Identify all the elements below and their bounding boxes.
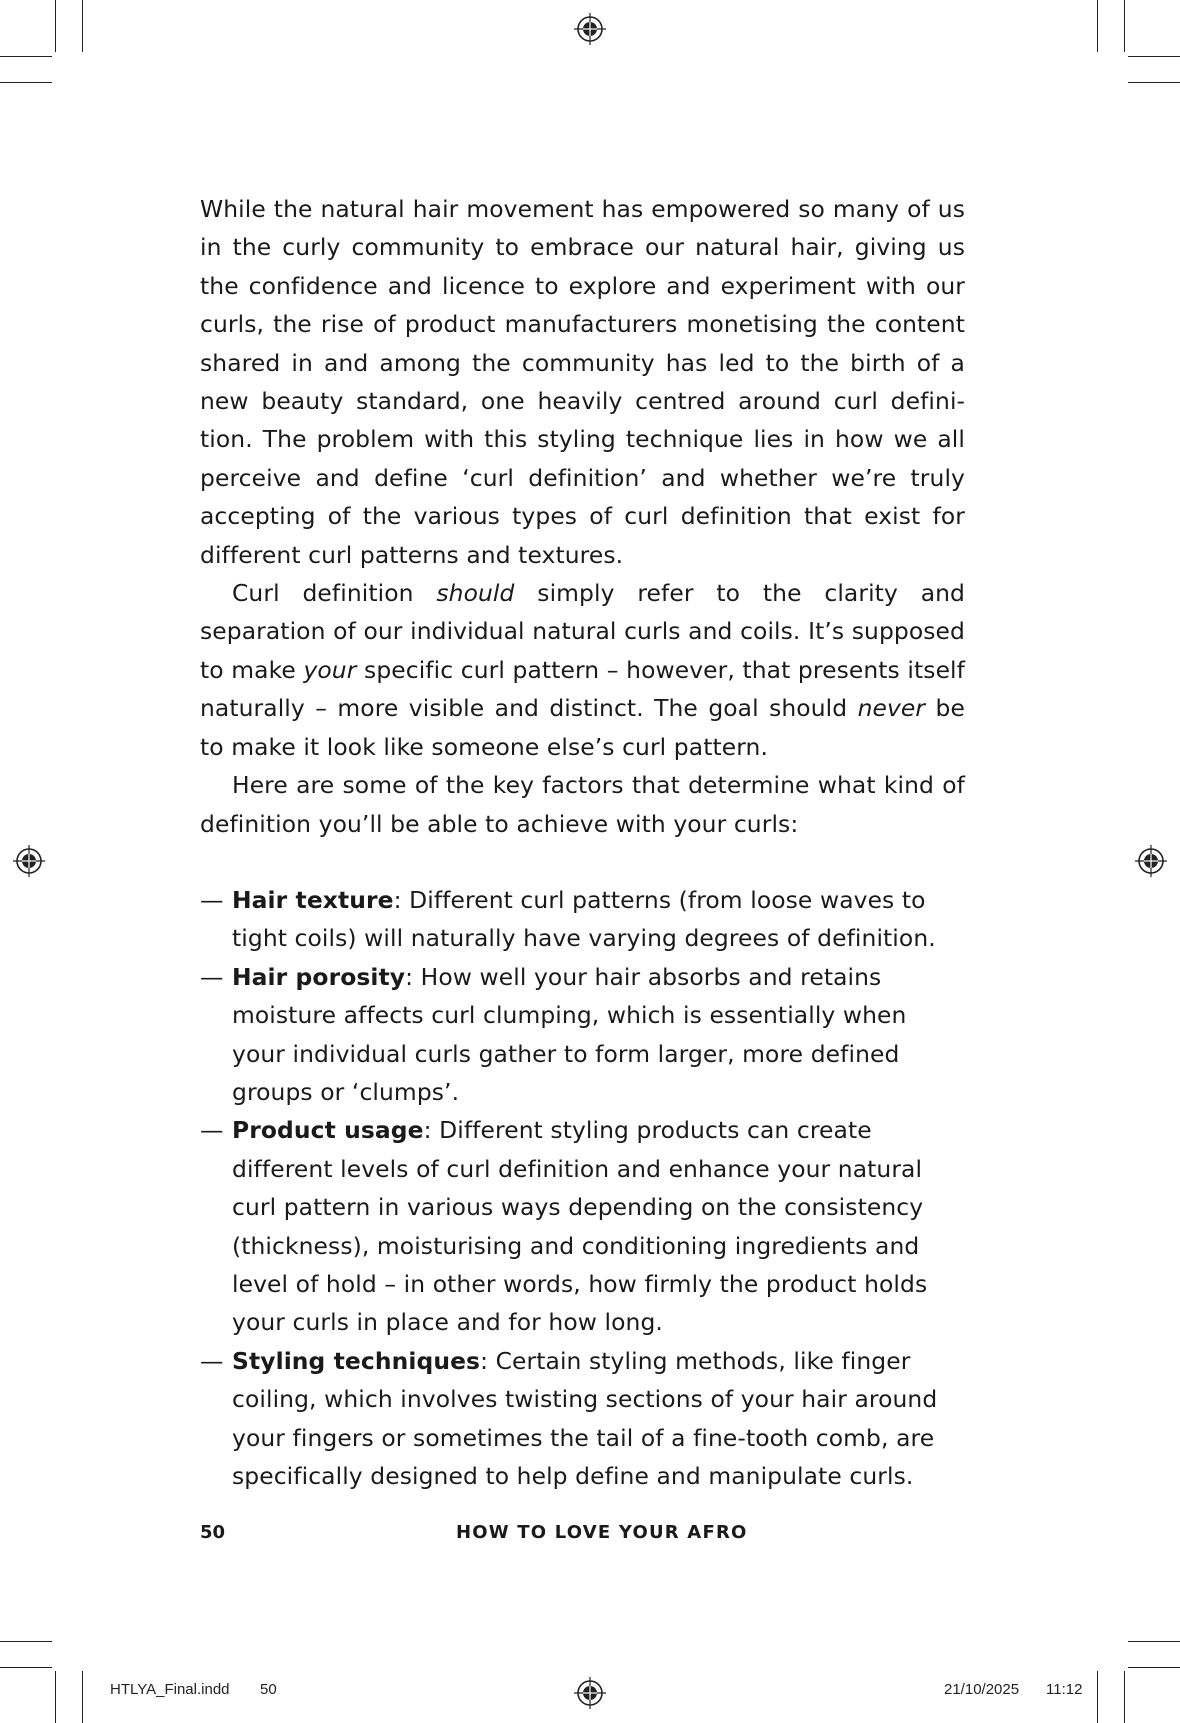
registration-mark-right-icon bbox=[1134, 844, 1168, 878]
list-item bbox=[200, 1342, 965, 1496]
crop-mark-bottom-right-horizontal-inner bbox=[1128, 1641, 1180, 1642]
emphasis-your: your bbox=[303, 655, 357, 684]
crop-mark-top-left-horizontal-outer bbox=[0, 56, 52, 57]
list-item bbox=[200, 881, 965, 958]
list-item bbox=[200, 1111, 965, 1341]
list-item bbox=[200, 958, 965, 1112]
emphasis-never: never bbox=[857, 694, 926, 723]
factor-term: Styling techniques bbox=[232, 1346, 481, 1375]
crop-mark-bottom-right-vertical-outer bbox=[1124, 1671, 1125, 1723]
crop-mark-top-left-vertical-outer bbox=[55, 0, 56, 52]
factor-term: Product usage bbox=[232, 1116, 424, 1145]
paragraph-2 bbox=[200, 574, 965, 766]
crop-mark-bottom-right-vertical-inner bbox=[1097, 1671, 1098, 1723]
crop-mark-top-left-horizontal-inner bbox=[0, 82, 52, 83]
list-dash: — bbox=[200, 1346, 224, 1375]
paragraph-1-text: While the natural hair movement has empowered so many of us in the curly community to embrace our natural hair, giving us the confidence and licence to explore and experiment with our curls, the rise of product manufacturers monetising the content shared in and among the community has led to the birth of a new beauty standard, one heavily centred around curl definition. The problem with this styling technique lies in how we all perceive and define ‘curl definition’ and whether we’re truly accepting of the various types of curl definition that exist for different curl patterns and textures. bbox=[200, 195, 965, 569]
paragraph-2-text: simply refer to the clarity and separation of our individual natural curls and coils. It’s supposed to make bbox=[200, 579, 966, 684]
paragraph-2-text: Curl definition bbox=[232, 579, 437, 608]
factor-description: : How well your hair absorbs and retains moisture affects curl clumping, which is essentially when your individual curls gather to form larger, more defined groups or ‘clumps’. bbox=[232, 962, 907, 1106]
crop-mark-top-left-vertical-inner bbox=[82, 0, 83, 52]
crop-mark-top-right-vertical-inner bbox=[1097, 0, 1098, 52]
crop-mark-bottom-left-vertical-inner bbox=[82, 1671, 83, 1723]
slug-file-page: 50 bbox=[260, 1681, 277, 1698]
slug-time: 11:12 bbox=[1046, 1681, 1083, 1698]
registration-mark-bottom-icon bbox=[573, 1676, 607, 1710]
crop-mark-top-right-horizontal-outer bbox=[1128, 56, 1180, 57]
registration-mark-top-icon bbox=[573, 12, 607, 46]
running-title: HOW TO LOVE YOUR AFRO bbox=[456, 1522, 748, 1543]
factor-term: Hair texture bbox=[232, 885, 394, 914]
registration-mark-left-icon bbox=[12, 844, 46, 878]
paragraph-1 bbox=[200, 190, 965, 574]
slug-date: 21/10/2025 bbox=[944, 1681, 1020, 1698]
list-dash: — bbox=[200, 962, 224, 991]
crop-mark-top-right-vertical-outer bbox=[1124, 0, 1125, 52]
emphasis-should: should bbox=[436, 579, 515, 608]
factor-description: : Different styling products can create different levels of curl definition and enhance your natural curl pattern in various ways depending on the consistency (thickness), moisturising and conditioning ingredients and level of hold – in other words, how firmly the product holds your curls in place and for how long. bbox=[232, 1116, 928, 1337]
factor-term: Hair porosity bbox=[232, 962, 406, 991]
crop-mark-top-right-horizontal-inner bbox=[1128, 82, 1180, 83]
list-dash: — bbox=[200, 885, 224, 914]
crop-mark-bottom-left-horizontal-outer bbox=[0, 1667, 52, 1668]
paragraph-3 bbox=[200, 766, 965, 843]
list-dash: — bbox=[200, 1116, 224, 1145]
factor-description: : Different curl patterns (from loose waves to tight coils) will naturally have varying degrees of definition. bbox=[232, 885, 936, 953]
page-number: 50 bbox=[200, 1522, 226, 1543]
paragraph-3-text: Here are some of the key factors that determine what kind of definition you’ll be able to achieve with your curls: bbox=[200, 771, 965, 838]
crop-mark-bottom-left-horizontal-inner bbox=[0, 1641, 52, 1642]
slug-file-name: HTLYA_Final.indd bbox=[110, 1681, 230, 1698]
crop-mark-bottom-left-vertical-outer bbox=[55, 1671, 56, 1723]
factors-list bbox=[200, 881, 965, 1496]
body-text bbox=[200, 190, 965, 1495]
factor-description: : Certain styling methods, like finger coiling, which involves twisting sections of your hair around your fingers or sometimes the tail of a fine-tooth comb, are specifically designed to help define and manipulate curls. bbox=[232, 1346, 938, 1490]
paragraph-2-text: specific curl pattern – however, that presents itself naturally – more visible and distinct. The goal should bbox=[200, 655, 965, 723]
crop-mark-bottom-right-horizontal-outer bbox=[1128, 1667, 1180, 1668]
paragraph-2-text: be to make it look like someone else’s curl pattern. bbox=[200, 694, 965, 761]
